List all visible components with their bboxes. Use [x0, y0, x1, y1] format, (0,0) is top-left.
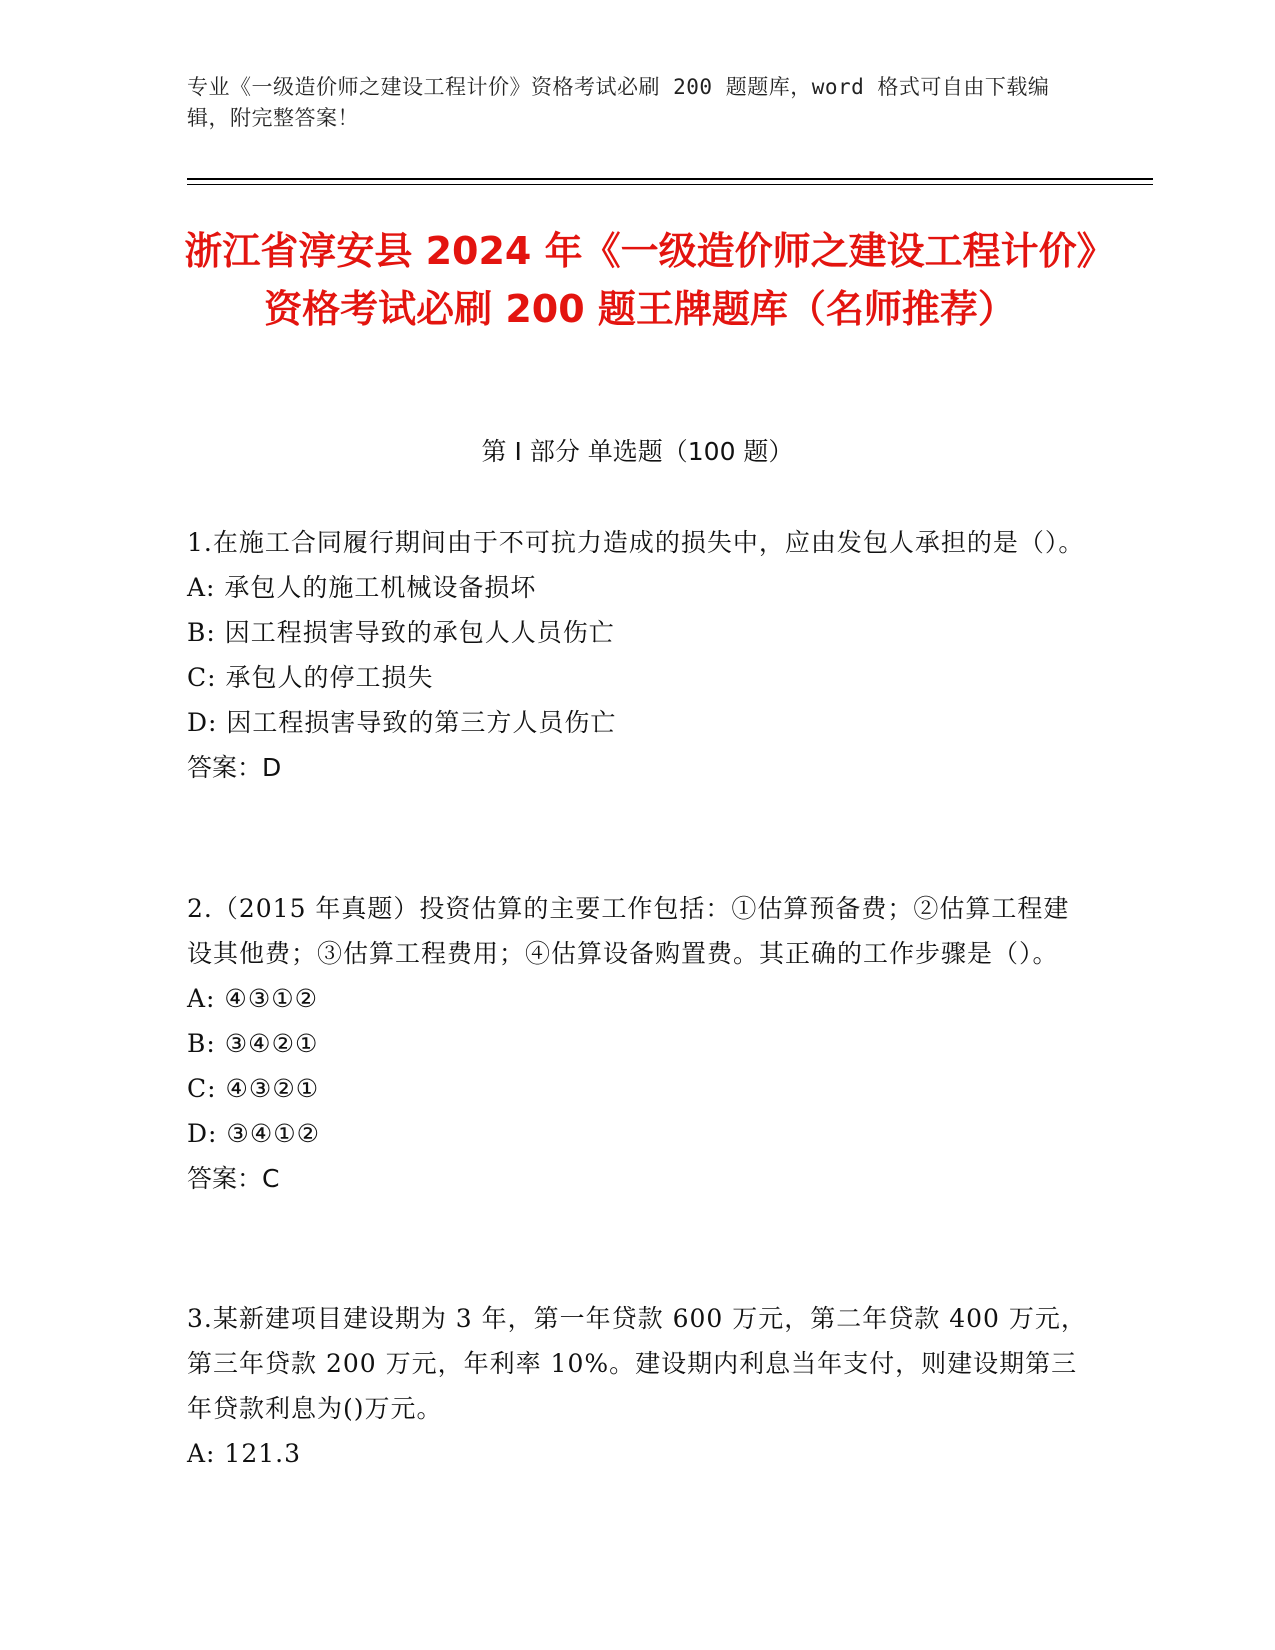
- question-stem: 2.（2015 年真题）投资估算的主要工作包括：①估算预备费；②估算工程建设其他费；③估算工程费用；④估算设备购置费。其正确的工作步骤是（）。: [187, 894, 1070, 968]
- option-c: C: ④③②①: [187, 1074, 320, 1103]
- option-b: B: 因工程损害导致的承包人人员伤亡: [187, 618, 615, 647]
- header-rule-thin: [187, 184, 1153, 185]
- question-stem: 3.某新建项目建设期为 3 年，第一年贷款 600 万元，第二年贷款 400 万元，第三年贷款 200 万元，年利率 10%。建设期内利息当年支付，则建设期第三年贷款利息为()万元。: [187, 1304, 1087, 1423]
- option-b: B: ③④②①: [187, 1029, 319, 1058]
- option-a: A: ④③①②: [187, 984, 319, 1013]
- option-a: A: 121.3: [187, 1439, 301, 1468]
- option-c: C: 承包人的停工损失: [187, 663, 434, 692]
- answer: 答案：D: [187, 753, 282, 782]
- question-3: [187, 1296, 1087, 1476]
- section-heading: 第 I 部分 单选题（100 题）: [481, 437, 794, 466]
- option-d: D: 因工程损害导致的第三方人员伤亡: [187, 708, 617, 737]
- question-2: [187, 886, 1087, 1201]
- option-d: D: ③④①②: [187, 1119, 321, 1148]
- question-1: [187, 520, 1087, 790]
- header-note: 专业《一级造价师之建设工程计价》资格考试必刷 200 题题库，word 格式可自由下载编辑，附完整答案！: [187, 75, 1050, 130]
- question-stem: 1.在施工合同履行期间由于不可抗力造成的损失中，应由发包人承担的是（）。: [187, 528, 1085, 557]
- option-a: A: 承包人的施工机械设备损坏: [187, 573, 537, 602]
- document-title: 浙江省淳安县 2024 年《一级造价师之建设工程计价》资格考试必刷 200 题王牌题库（名师推荐）: [184, 229, 1096, 331]
- answer: 答案：C: [187, 1164, 280, 1193]
- header-rule-thick: [187, 178, 1153, 180]
